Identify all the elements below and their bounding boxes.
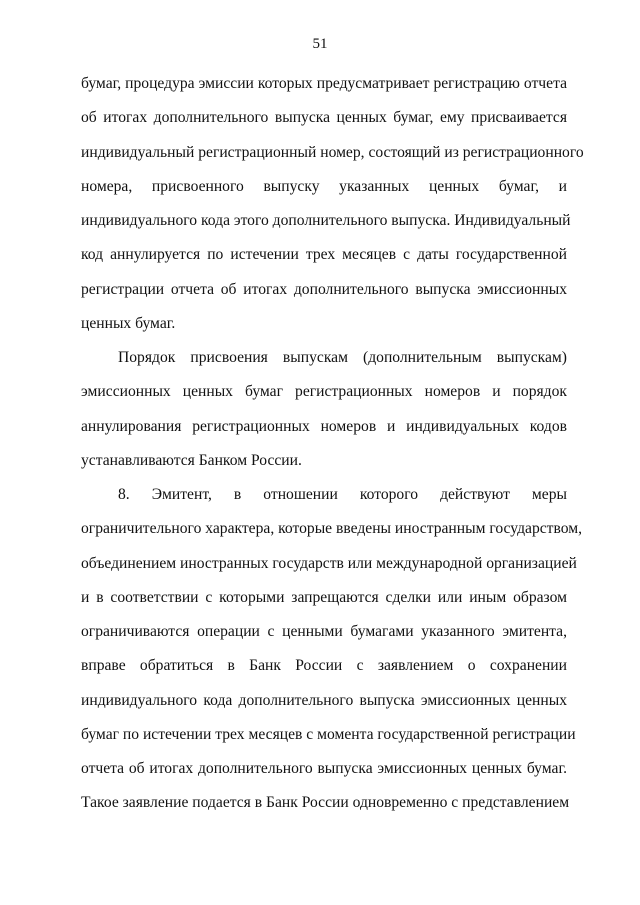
text-line: Порядок присвоения выпускам (дополнительным выпускам) [118, 349, 567, 366]
text-line: бумаг, процедура эмиссии которых предусматривает регистрацию отчета [81, 75, 567, 92]
text-line: код аннулируется по истечении трех месяцев с даты государственной [81, 246, 567, 263]
text-line: индивидуального кода этого дополнительного выпуска. Индивидуальный [81, 212, 571, 229]
text-line: устанавливаются Банком России. [81, 452, 302, 469]
text-line: об итогах дополнительного выпуска ценных бумаг, ему присваивается [81, 109, 567, 126]
text-line: ценных бумаг. [81, 315, 176, 332]
text-line: регистрации отчета об итогах дополнительного выпуска эмиссионных [81, 281, 567, 298]
text-line: Такое заявление подается в Банк России одновременно с представлением [81, 794, 570, 811]
text-line: индивидуального кода дополнительного выпуска эмиссионных ценных [81, 692, 567, 709]
text-line: ограничиваются операции с ценными бумагами указанного эмитента, [81, 623, 567, 640]
page-number: 51 [312, 36, 328, 52]
text-line: индивидуальный регистрационный номер, состоящий из регистрационного [81, 144, 584, 161]
text-line: аннулирования регистрационных номеров и индивидуальных кодов [81, 418, 567, 435]
text-line: 8. Эмитент, в отношении которого действуют меры [118, 486, 567, 503]
text-line: и в соответствии с которыми запрещаются сделки или иным образом [81, 589, 567, 606]
text-line: номера, присвоенного выпуску указанных ценных бумаг, и [81, 178, 567, 195]
text-line: эмиссионных ценных бумаг регистрационных номеров и порядок [81, 383, 567, 400]
text-line: ограничительного характера, которые введены иностранным государством, [81, 520, 583, 537]
text-line: вправе обратиться в Банк России с заявлением о сохранении [81, 657, 567, 674]
text-line: отчета об итогах дополнительного выпуска эмиссионных ценных бумаг. [81, 760, 567, 777]
text-line: объединением иностранных государств или международной организацией [81, 555, 577, 572]
text-line: бумаг по истечении трех месяцев с момента государственной регистрации [81, 726, 576, 743]
